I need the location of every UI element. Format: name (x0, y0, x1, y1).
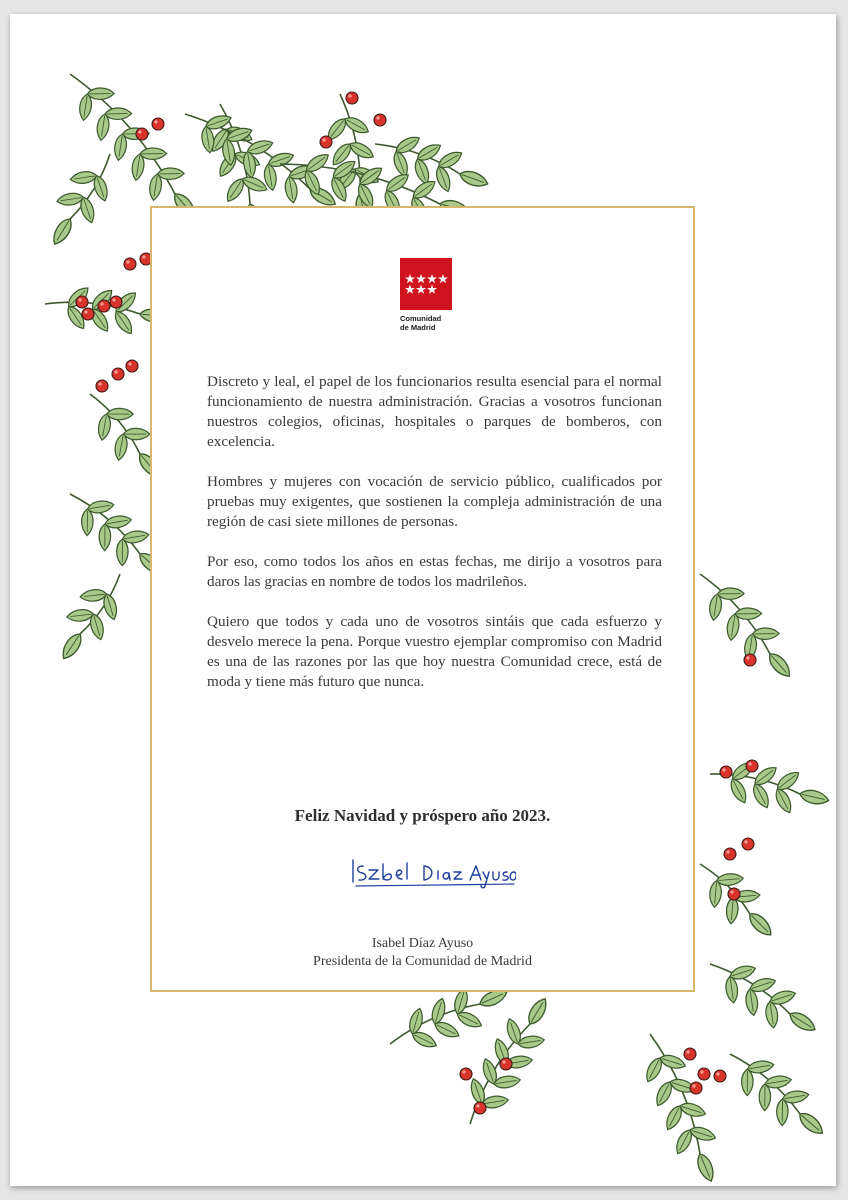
paragraph-1: Discreto y leal, el papel de los funcionarios resulta esencial para el normal funcionamiento de nuestra administración. Gracias a vosotros funcionan nuestros colegios, oficinas, hospitales o parques de bomberos, con excelencia. (207, 373, 662, 450)
logo-flag (400, 258, 452, 310)
signer-name: Isabel Díaz Ayuso (371, 936, 474, 951)
paragraph-2: Hombres y mujeres con vocación de servicio público, cualificados por pruebas muy exigentes, que sostienen la compleja administración de una región de casi siete millones de personas. (207, 473, 662, 530)
comunidad-de-madrid-logo (400, 258, 452, 332)
signer-title: Presidenta de la Comunidad de Madrid (313, 954, 532, 969)
paragraph-4: Quiero que todos y cada uno de vosotros sintáis que cada esfuerzo y desvelo merece la pena. Porque vuestro ejemplar compromiso con Madrid es una de las razones por las que hoy nuestra Comunidad crece, está de moda y tiene más futuro que nunca. (207, 613, 662, 690)
letter-body (207, 372, 662, 712)
paragraph-3: Por eso, como todos los años en estas fechas, me dirijo a vosotros para daros las gracias en nombre de todos los madrileños. (207, 553, 662, 590)
letter-sheet (10, 14, 836, 1186)
logo-line-2: de Madrid (400, 322, 436, 332)
handwritten-signature (350, 854, 516, 894)
holiday-greeting: Feliz Navidad y próspero año 2023. (294, 806, 551, 825)
logo-text (400, 315, 480, 332)
stars-icon (404, 273, 448, 295)
signer-block (152, 935, 693, 971)
letter-card (150, 206, 695, 992)
logo-line-1: Comunidad (400, 314, 442, 323)
